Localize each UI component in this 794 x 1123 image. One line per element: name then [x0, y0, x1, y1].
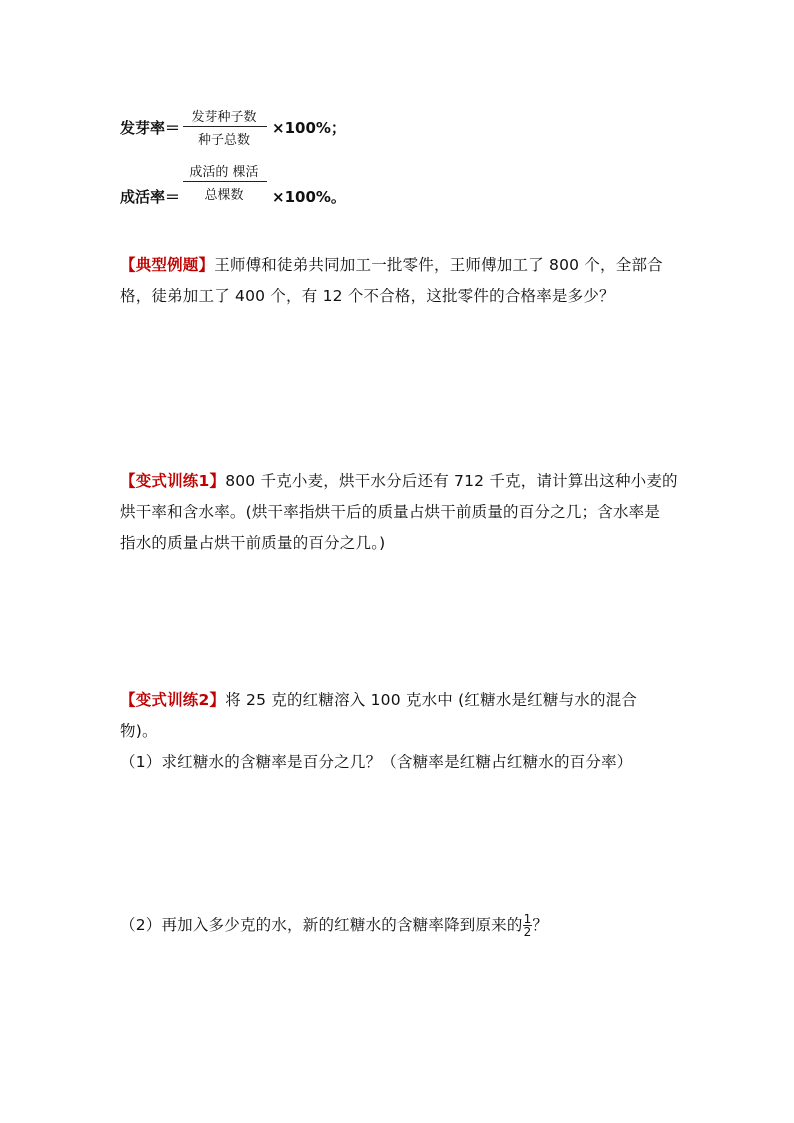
germination-suffix: ×100%； [272, 119, 346, 137]
question-2-text: （2）再加入多少克的水，新的红糖水的含糖率降到原来的 [120, 916, 523, 934]
variant-1-text-1: 800 千克小麦，烘干水分后还有 712 千克，请计算出这种小麦的 [225, 472, 678, 490]
survival-denominator: 总棵数 [204, 188, 244, 203]
example-line-1 [120, 250, 680, 281]
germination-denominator: 种子总数 [197, 133, 250, 148]
example-tag: 【典型例题】 [120, 256, 215, 274]
variant-1-line-2: 烘干率和含水率。(烘干率指烘干后的质量占烘干前质量的百分之几；含水率是 [120, 503, 661, 521]
fraction-denominator: 2 [523, 925, 532, 939]
variant-1-problem [120, 466, 680, 559]
fraction-numerator: 1 [523, 912, 532, 926]
variant-2-tag: 【变式训练2】 [120, 691, 226, 709]
example-line-2: 格，徒弟加工了 400 个，有 12 个不合格，这批零件的合格率是多少？ [120, 287, 615, 305]
variant-1-line-3: 指水的质量占烘干前质量的百分之几。) [120, 534, 386, 552]
variant-2-text-1: 将 25 克的红糖溶入 100 克水中 (红糖水是红糖与水的混合 [225, 691, 638, 709]
variant-2-line-1 [120, 685, 680, 716]
variant-2-question-1: （1）求红糖水的含糖率是百分之几？（含糖率是红糖占红糖水的百分率） [120, 753, 633, 771]
question-2-end: ？ [532, 916, 549, 934]
example-text-1: 王师傅和徒弟共同加工一批零件，王师傅加工了 800 个，全部合 [214, 256, 663, 274]
survival-suffix: ×100%。 [272, 188, 346, 206]
one-half-fraction [523, 913, 533, 938]
germination-fraction-bar [183, 126, 267, 127]
survival-numerator: 成活的 棵活 [189, 165, 259, 180]
survival-fraction-bar [183, 181, 267, 182]
variant-2-problem [120, 685, 680, 778]
variant-2-question-2 [120, 910, 680, 941]
variant-2-line-2: 物)。 [120, 722, 158, 740]
variant-1-line-1 [120, 466, 680, 497]
survival-label: 成活率＝ [120, 188, 181, 206]
germination-numerator: 发芽种子数 [191, 110, 257, 125]
variant-1-tag: 【变式训练1】 [120, 472, 226, 490]
germination-label: 发芽率＝ [120, 119, 181, 137]
example-problem [120, 250, 680, 312]
